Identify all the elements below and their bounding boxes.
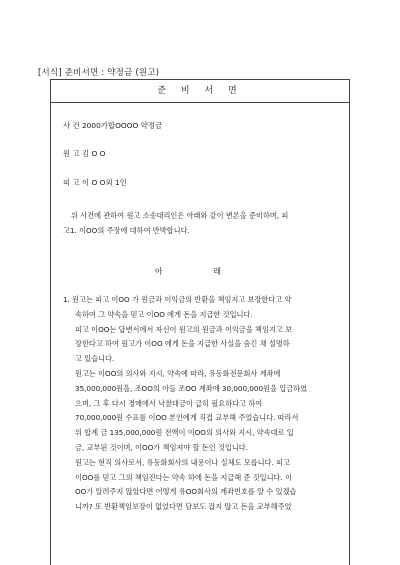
item-line: 피고 이OO는 답변서에서 자신이 원고의 원금과 이익금을 책임지고 보	[75, 324, 293, 334]
item-line: 35,000,000원을, 조OO의 아들 조OO 계좌에 30,000,000원을 입금하였	[75, 383, 308, 393]
item-line: 장한다고 하여 원고가 이OO 에게 돈을 지급한 사실을 숨긴 채 설명하	[75, 339, 290, 349]
item-line: 이OO를 믿고 그의 책임진다는 약속 하에 돈을 지급해 준 것입니다. 이	[75, 472, 292, 482]
plaintiff-line: 원 고 김 O O	[63, 149, 106, 158]
form-label: [서식] 준비서면 : 약정금 (원고)	[38, 68, 160, 78]
item-line: 원고는 이OO의 의사와 지시, 약속에 따라, 유동화전문회사 계좌에	[75, 368, 281, 378]
item-line: 위 합계 금 135,000,000원 전액이 이OO의 의사와 지시, 약속대로 입	[75, 428, 294, 438]
item-line: 속하여 그 약속을 믿고 이OO 에게 돈을 지급한 것입니다.	[75, 309, 253, 319]
item-line: 으며, 그 후 다시 경매에서 낙찰대금이 급히 필요하다고 하여	[75, 398, 263, 408]
document-frame	[50, 79, 350, 565]
item-line: 원고는 현직 의사로서, 유동화회사의 내용이나 실체도 모릅니다. 피고	[75, 457, 290, 467]
case-line: 사 건 2000가합OOOO 약정금	[63, 121, 163, 130]
item-line: OO가 알려주지 않았다면 어떻게 유OO회사의 계좌번호를 알 수 있겠습	[75, 487, 297, 497]
item-line: 1. 원고는 피고 이OO 가 원금과 이익금의 반환을 책임지고 보장한다고 약	[63, 295, 292, 304]
item-1-paragraph	[63, 293, 341, 515]
intro-line: 위 사건에 관하여 원고 소송대리인은 아래와 같이 변론을 준비하며, 피	[71, 211, 289, 220]
item-line: 70,000,000원 수표를 이OO 본인에게 직접 교부해 주었습니다. 따라서	[75, 413, 299, 423]
intro-line: 고1. 이OO의 주장에 대하여 반박합니다.	[63, 226, 190, 235]
item-line: 고 있습니다.	[75, 354, 115, 364]
item-line: 금, 교부된 것이며, 이OO가 책임져야 할 돈인 것입니다.	[75, 442, 249, 452]
item-line: 니까? 또 반환책임보장이 없었다면 담보도 잡지 않고 돈을 교부해주었	[75, 502, 292, 512]
document-title: 준 비 서 면	[51, 80, 349, 103]
ara-heading: 아 래	[155, 267, 245, 276]
intro-paragraph	[63, 208, 341, 238]
defendant-line: 피 고 이 O O외 1인	[63, 178, 127, 187]
